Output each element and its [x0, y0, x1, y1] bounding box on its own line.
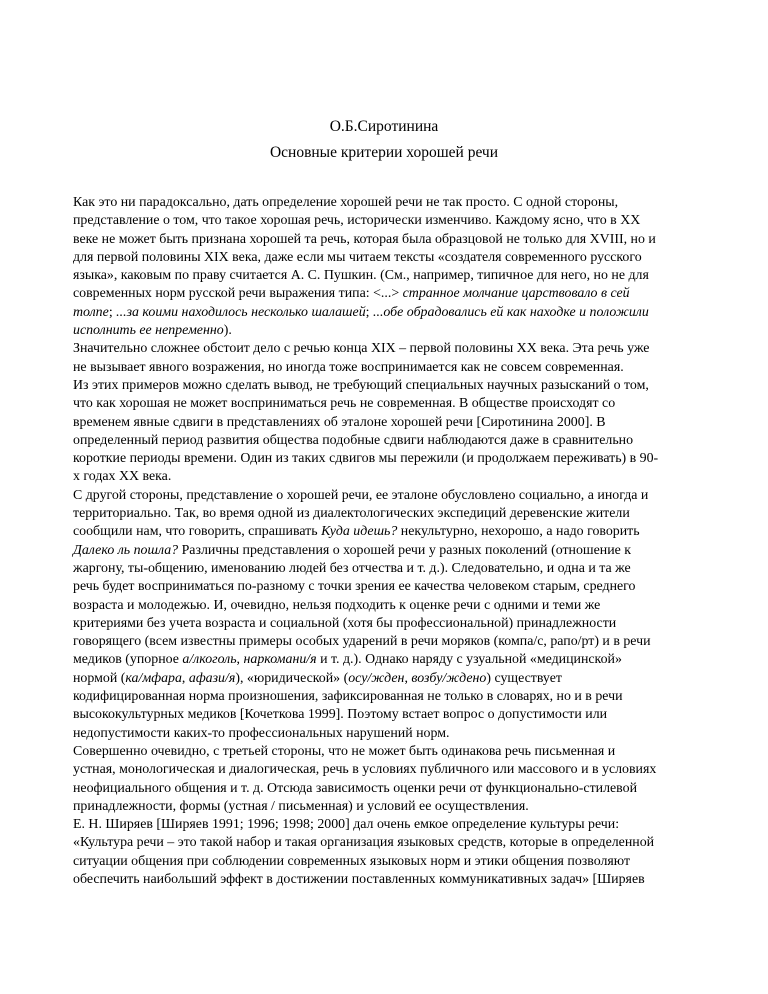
text-run: языка», каковым по праву считается А. С. Пушкин. (См., например, типичное для него, но не для	[73, 268, 649, 284]
text-run: веке не может быть признана хорошей та речь, которая была образцовой не только для XVIII, но и	[73, 231, 656, 247]
italic-text: ка/мфара	[125, 670, 182, 686]
text-run: «Культура речи – это такой набор и такая организация языковых средств, которые в определенной	[73, 835, 655, 851]
text-run: временем явные сдвиги в представлениях об эталоне хорошей речи [Сиротинина 2000]. В	[73, 414, 606, 430]
article-title: Основные критерии хорошей речи	[269, 144, 499, 161]
text-line	[73, 651, 733, 669]
text-line	[73, 542, 733, 560]
text-run: неофициального общения и т. д. Отсюда зависимость оценки речи от функционально-стилевой	[73, 780, 638, 796]
italic-text: исполнить ее непременно	[73, 323, 224, 339]
text-run: современных норм русской речи выражения типа: <...>	[73, 286, 403, 302]
text-run: недопустимости каких-то профессиональных нарушений норм.	[73, 725, 450, 741]
text-line	[73, 212, 733, 230]
text-line	[73, 816, 733, 834]
text-run: сообщили нам, что говорить, спрашивать	[73, 524, 322, 540]
text-run: ).	[223, 323, 232, 339]
paragraph	[73, 194, 733, 340]
paragraph	[73, 816, 733, 889]
italic-text: афази/я	[188, 670, 236, 686]
text-line	[73, 761, 733, 779]
text-run: ,	[236, 652, 244, 668]
text-run: речь будет восприниматься по-разному с точки зрения ее качества человеком старым, среднего	[73, 579, 636, 595]
text-line	[73, 834, 733, 852]
text-run: принадлежности, формы (устная / письменная) и условий ее осуществления.	[73, 798, 529, 814]
text-line	[73, 285, 733, 303]
text-line	[73, 340, 733, 358]
text-line	[73, 853, 733, 871]
text-run: ), «юридической» (	[235, 670, 349, 686]
text-line	[73, 798, 733, 816]
text-line	[73, 780, 733, 798]
text-run: говорящего (всем известны примеры особых ударений в речи моряков (компа/с, рапо/рт) и в речи	[73, 634, 651, 650]
italic-text: странное молчание царствовало в сей	[402, 286, 630, 302]
text-line	[73, 725, 733, 743]
text-line	[73, 249, 733, 267]
text-run: территориально. Так, во время одной из диалектологических экспедиций деревенские жители	[73, 506, 630, 522]
text-run: представление о том, что такое хорошая речь, исторически изменчиво. Каждому ясно, что в XX	[73, 213, 641, 229]
italic-text: а/лкоголь	[182, 652, 237, 668]
text-run: ;	[365, 304, 373, 320]
text-line	[73, 322, 733, 340]
text-line	[73, 267, 733, 285]
text-line	[73, 578, 733, 596]
text-run: высококультурных медиков [Кочеткова 1999]. Поэтому встает вопрос о допустимости или	[73, 707, 608, 723]
text-run: ситуации общения при соблюдении современных языковых норм и этики общения позволяют	[73, 853, 631, 869]
text-line	[73, 615, 733, 633]
text-run: не вызывает явного возражения, но иногда тоже воспринимается как не совсем современная.	[73, 359, 624, 375]
author-name: О.Б.Сиротинина	[329, 118, 439, 135]
text-line	[73, 560, 733, 578]
text-line	[73, 743, 733, 761]
text-line	[73, 414, 733, 432]
text-line	[73, 670, 733, 688]
text-run: обеспечить наибольший эффект в достижении поставленных коммуникативных задач» [Ширяев	[73, 871, 645, 887]
text-line	[73, 231, 733, 249]
italic-text: ...за коими находилось несколько шалашей	[116, 304, 366, 320]
text-run: возраста и молодежью. И, очевидно, нельзя подходить к оценке речи с одними и теми же	[73, 597, 601, 613]
text-run: что как хорошая не может восприниматься речь не современная. В обществе происходят со	[73, 396, 616, 412]
text-line	[73, 359, 733, 377]
text-line	[73, 432, 733, 450]
text-run: Е. Н. Ширяев [Ширяев 1991; 1996; 1998; 2000] дал очень емкое определение культуры речи:	[73, 817, 620, 833]
text-line	[73, 468, 733, 486]
text-line	[73, 523, 733, 541]
text-run: медиков (упорное	[73, 652, 183, 668]
paragraph	[73, 377, 733, 487]
text-run: Как это ни парадоксально, дать определение хорошей речи не так просто. С одной стороны,	[73, 195, 619, 210]
text-line	[73, 395, 733, 413]
text-run: ,	[404, 670, 412, 686]
text-run: кодифицированная норма произношения, зафиксированная не только в словарях, но и в речи	[73, 689, 623, 705]
text-line	[73, 688, 733, 706]
text-run: Из этих примеров можно сделать вывод, не требующий специальных научных разысканий о том,	[73, 377, 649, 393]
text-run: устная, монологическая и диалогическая, речь в условиях публичного или массового и в условиях	[73, 762, 657, 778]
italic-text: Далеко ль пошла?	[73, 542, 179, 558]
text-run: короткие периоды времени. Один из таких сдвигов мы пережили (и продолжаем переживать) в 90-	[73, 451, 659, 467]
text-line	[73, 633, 733, 651]
text-line	[73, 597, 733, 615]
text-run: Значительно сложнее обстоит дело с речью конца XIX – первой половины XX века. Эта речь уже	[73, 341, 650, 357]
text-run: ) существует	[486, 670, 562, 686]
text-run: Совершенно очевидно, с третьей стороны, что не может быть одинакова речь письменная и	[73, 743, 616, 759]
text-run: нормой (	[73, 670, 126, 686]
text-line	[73, 505, 733, 523]
text-run: для первой половины XIX века, даже если мы читаем тексты «создателя современного русского	[73, 249, 642, 265]
text-line	[73, 194, 733, 212]
paragraph	[73, 743, 733, 816]
italic-text: возбу/ждено	[411, 670, 487, 686]
italic-text: наркомани/я	[243, 652, 317, 668]
italic-text: Куда идешь?	[321, 524, 398, 540]
text-line	[73, 487, 733, 505]
paragraph	[73, 340, 733, 377]
text-line	[73, 377, 733, 395]
italic-text: толпе	[73, 304, 109, 320]
text-run: С другой стороны, представление о хорошей речи, ее эталоне обусловлено социально, а иногда и	[73, 487, 649, 503]
paragraph	[73, 487, 733, 743]
italic-text: ...обе обрадовались ей как находке и положили	[373, 304, 649, 320]
text-run: ,	[181, 670, 189, 686]
text-line	[73, 304, 733, 322]
text-run: ;	[108, 304, 117, 320]
text-line	[73, 871, 733, 889]
text-run: х годах XX века.	[73, 469, 172, 485]
text-line	[73, 450, 733, 468]
text-run: некультурно, нехорошо, а надо говорить	[397, 524, 640, 540]
text-run: жаргону, ты-общению, именованию людей без отчества и т. д.). Следовательно, и одна и та же	[73, 560, 631, 576]
text-line	[73, 706, 733, 724]
text-run: критериями без учета возраста и социальной (хотя бы профессиональной) принадлежности	[73, 615, 617, 631]
text-run: определенный период развития общества подобные сдвиги наблюдаются даже в сравнительно	[73, 432, 634, 448]
article-body	[73, 194, 733, 889]
text-run: и т. д.). Однако наряду с узуальной «медицинской»	[316, 652, 622, 668]
text-run: Различны представления о хорошей речи у разных поколений (отношение к	[178, 542, 632, 558]
italic-text: осу/жден	[348, 670, 405, 686]
